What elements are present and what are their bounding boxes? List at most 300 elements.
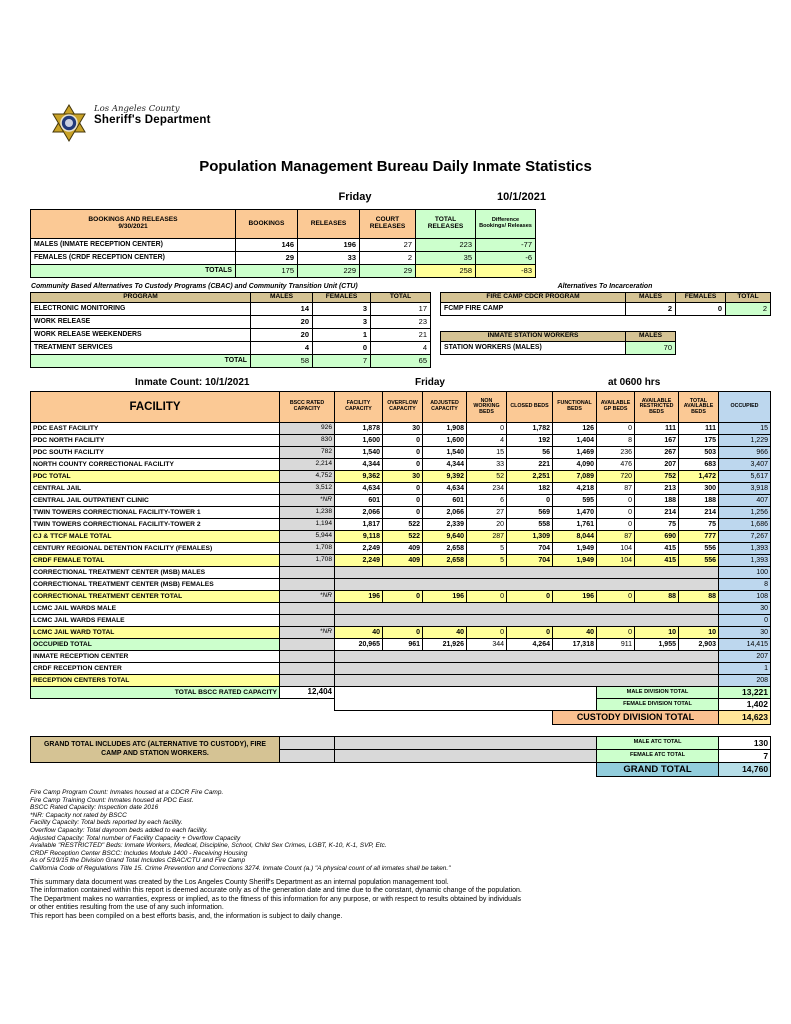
cell: 1,238 (280, 507, 335, 519)
footnote-line: California Code of Regulations Title 15. Crime Prevention and Corrections 3274. Inmate Count (a.) "A physical count of all inmates shall be taken." (30, 864, 451, 872)
cell: 40 (423, 627, 467, 639)
station-workers-row (441, 341, 676, 354)
cell: 0 (383, 447, 423, 459)
cell: 35 (416, 252, 476, 265)
cell: 0 (467, 423, 507, 435)
cell: 4,218 (553, 483, 597, 495)
cell: 188 (679, 495, 719, 507)
spacer-cell (335, 750, 597, 763)
col-header: FIRE CAMP CDCR PROGRAM (441, 293, 626, 303)
col-header: AVAILABLE GP BEDS (597, 392, 635, 423)
cell: 601 (335, 495, 383, 507)
spacer-cell (335, 687, 597, 711)
facility-row (31, 435, 771, 447)
spacer-cell (280, 750, 335, 763)
female-division-total-value: 1,402 (719, 699, 771, 711)
cell: 3,407 (719, 459, 771, 471)
cell: 1,229 (719, 435, 771, 447)
cell: 558 (507, 519, 553, 531)
inmate-count-time: at 0600 hrs (608, 377, 661, 388)
cell: 6 (467, 495, 507, 507)
cell: 1,540 (335, 447, 383, 459)
cell: 0 (467, 591, 507, 603)
cell: 2,249 (335, 555, 383, 567)
cell: LCMC JAIL WARDS FEMALE (31, 615, 280, 627)
cell: 830 (280, 435, 335, 447)
footnote-line: Available "RESTRICTED" Beds: Inmate Workers, Medical, Discipline, School, Child Sex Crimes, LGBT, K-10, K-1, SVP, Etc. (30, 842, 387, 850)
grand-total-label: GRAND TOTAL (597, 763, 719, 777)
cell: 192 (507, 435, 553, 447)
cell: 752 (635, 471, 679, 483)
cell: 0 (597, 519, 635, 531)
cell: 100 (719, 567, 771, 579)
col-header: TOTAL (726, 293, 771, 303)
cell: 30 (719, 603, 771, 615)
spacer-cell (280, 737, 335, 750)
spacer-cell (335, 737, 597, 750)
cell: LCMC JAIL WARD TOTAL (31, 627, 280, 639)
cell: 208 (719, 675, 771, 687)
cell: 88 (635, 591, 679, 603)
cell: 3 (313, 315, 371, 328)
cbac-table (30, 292, 431, 368)
cell: 4,344 (335, 459, 383, 471)
cell: 1,540 (423, 447, 467, 459)
cell: 0 (383, 627, 423, 639)
facility-row (31, 603, 771, 615)
cell (335, 567, 719, 579)
fire-camp-table (440, 292, 771, 316)
cell: LCMC JAIL WARDS MALE (31, 603, 280, 615)
footnote-line: Overflow Capacity: Total dayroom beds added to each facility. (30, 826, 208, 834)
cell: 29 (236, 252, 298, 265)
cell: 4,634 (423, 483, 467, 495)
cell: 111 (635, 423, 679, 435)
logo-department-text: Sheriff's Department (94, 114, 211, 126)
cell: 75 (635, 519, 679, 531)
footnote-line: Facility Capacity: Total beds reported by each facility. (30, 819, 183, 827)
col-header: TOTAL RELEASES (416, 210, 476, 239)
cell: CORRECTIONAL TREATMENT CENTER (MSB) FEMALES (31, 579, 280, 591)
col-header: FEMALES (676, 293, 726, 303)
cell: 234 (467, 483, 507, 495)
row-label: STATION WORKERS (MALES) (441, 341, 626, 354)
female-division-total-label: FEMALE DIVISION TOTAL (597, 699, 719, 711)
cell: 29 (360, 265, 416, 278)
cell: 9,392 (423, 471, 467, 483)
cell: 4,752 (280, 471, 335, 483)
facility-row (31, 531, 771, 543)
col-header: FACILITY CAPACITY (335, 392, 383, 423)
col-header: OVERFLOW CAPACITY (383, 392, 423, 423)
cell: 0 (383, 495, 423, 507)
male-atc-total-label: MALE ATC TOTAL (597, 737, 719, 750)
cell (280, 603, 335, 615)
cell: CJ & TTCF MALE TOTAL (31, 531, 280, 543)
facility-row (31, 447, 771, 459)
cell: 1,708 (280, 555, 335, 567)
cell: 0 (597, 591, 635, 603)
cell: 5,617 (719, 471, 771, 483)
cell: 126 (553, 423, 597, 435)
bookings-row (31, 239, 536, 252)
col-header: TOTAL (371, 293, 431, 303)
footnote-line: Adjusted Capacity: Total number of Facility Capacity + Overflow Capacity (30, 834, 241, 842)
row-label: WORK RELEASE WEEKENDERS (31, 328, 251, 341)
cell: 0 (597, 507, 635, 519)
col-header: FUNCTIONAL BEDS (553, 392, 597, 423)
station-workers-table (440, 331, 676, 355)
cell: 175 (679, 435, 719, 447)
cell: 58 (251, 354, 313, 367)
cell: 30 (719, 627, 771, 639)
cell: 27 (467, 507, 507, 519)
cell: 1,393 (719, 543, 771, 555)
facility-row (31, 471, 771, 483)
cell: CORRECTIONAL TREATMENT CENTER TOTAL (31, 591, 280, 603)
female-atc-total-value: 7 (719, 750, 771, 763)
cell: 1 (313, 328, 371, 341)
cell: 33 (467, 459, 507, 471)
female-atc-total-label: FEMALE ATC TOTAL (597, 750, 719, 763)
cell (280, 675, 335, 687)
cell: 221 (507, 459, 553, 471)
cbac-row (31, 315, 431, 328)
facility-row (31, 519, 771, 531)
facility-row (31, 483, 771, 495)
cell: 65 (371, 354, 431, 367)
cell: 75 (679, 519, 719, 531)
cell: 9,640 (423, 531, 467, 543)
inmate-count-label: Inmate Count: 10/1/2021 (135, 377, 250, 388)
facility-header-row (31, 392, 771, 423)
cell: 56 (507, 447, 553, 459)
col-header: OCCUPIED (719, 392, 771, 423)
cell: 0 (383, 507, 423, 519)
footnote-line: Fire Camp Program Count: Inmates housed at a CDCR Fire Camp. (30, 789, 224, 796)
cell: 4,634 (335, 483, 383, 495)
facility-table-bottom (31, 687, 771, 725)
male-atc-total-value: 130 (719, 737, 771, 750)
cell: 8 (597, 435, 635, 447)
footnotes (30, 789, 451, 873)
cell: 182 (507, 483, 553, 495)
cell: INMATE RECEPTION CENTER (31, 651, 280, 663)
custody-division-row (31, 711, 771, 725)
cell: *NR (280, 495, 335, 507)
cell: 5 (467, 555, 507, 567)
cell: 1,686 (719, 519, 771, 531)
cell: 27 (360, 239, 416, 252)
cell: TWIN TOWERS CORRECTIONAL FACILITY-TOWER 1 (31, 507, 280, 519)
sheriff-star-badge-icon (50, 104, 88, 149)
cell (280, 567, 335, 579)
cell (335, 651, 719, 663)
cell (335, 579, 719, 591)
cell: 196 (298, 239, 360, 252)
male-division-total-value: 13,221 (719, 687, 771, 699)
page-title: Population Management Bureau Daily Inmate Statistics (199, 158, 592, 175)
cell: 236 (597, 447, 635, 459)
cell: CRDF RECEPTION CENTER (31, 663, 280, 675)
cell: 2,903 (679, 639, 719, 651)
cell: 0 (507, 627, 553, 639)
row-label: TREATMENT SERVICES (31, 341, 251, 354)
col-header: MALES (251, 293, 313, 303)
cell: 683 (679, 459, 719, 471)
cell: 213 (635, 483, 679, 495)
male-division-total-label: MALE DIVISION TOTAL (597, 687, 719, 699)
cell: 409 (383, 555, 423, 567)
cell: 1,949 (553, 555, 597, 567)
cell: 1,878 (335, 423, 383, 435)
cell: 0 (507, 495, 553, 507)
cell: 12,404 (280, 687, 335, 699)
cell: 20,965 (335, 639, 383, 651)
cell: 2 (360, 252, 416, 265)
cell: 415 (635, 555, 679, 567)
cell: 70 (626, 341, 676, 354)
cell: CENTRAL JAIL (31, 483, 280, 495)
inmate-count-day: Friday (414, 377, 445, 388)
cell: 196 (553, 591, 597, 603)
cell: 104 (597, 555, 635, 567)
cell: -77 (476, 239, 536, 252)
cell: 1,600 (423, 435, 467, 447)
cell: 556 (679, 555, 719, 567)
cell: RECEPTION CENTERS TOTAL (31, 675, 280, 687)
bookings-totals-row (31, 265, 536, 278)
facility-row (31, 591, 771, 603)
cell: 4 (467, 435, 507, 447)
cell: 1,393 (719, 555, 771, 567)
total-bscc-row (31, 687, 771, 699)
cell (280, 615, 335, 627)
disclaimer (30, 879, 522, 921)
cell: 911 (597, 639, 635, 651)
cell: 1,470 (553, 507, 597, 519)
cell: 1,949 (553, 543, 597, 555)
cell: 214 (679, 507, 719, 519)
cell: 476 (597, 459, 635, 471)
cell: 20 (251, 328, 313, 341)
row-label: TOTAL BSCC RATED CAPACITY (31, 687, 280, 699)
cell: -83 (476, 265, 536, 278)
cell: 1,708 (280, 543, 335, 555)
row-label: MALES (INMATE RECEPTION CENTER) (31, 239, 236, 252)
cell: CENTURY REGIONAL DETENTION FACILITY (FEMALES) (31, 543, 280, 555)
cell: 20 (251, 315, 313, 328)
facility-statistics-table (30, 391, 771, 725)
cell: 196 (335, 591, 383, 603)
cell: 214 (635, 507, 679, 519)
cell: 1,309 (507, 531, 553, 543)
cell: 0 (676, 302, 726, 315)
cell: *NR (280, 591, 335, 603)
report-date: 10/1/2021 (497, 191, 546, 203)
disclaimer-line: This report has been compiled on a best efforts basis, and, the information is subject to daily change. (30, 912, 343, 920)
row-label: TOTAL (31, 354, 251, 367)
cell: 2 (626, 302, 676, 315)
cell: 9,362 (335, 471, 383, 483)
cell: 1,817 (335, 519, 383, 531)
fire-camp-row (441, 302, 771, 315)
col-header: COURT RELEASES (360, 210, 416, 239)
cell: 10 (679, 627, 719, 639)
cell (335, 615, 719, 627)
facility-row (31, 675, 771, 687)
cell: 267 (635, 447, 679, 459)
cell: 7,089 (553, 471, 597, 483)
logo-county-text: Los Angeles County (94, 104, 180, 114)
cell: 522 (383, 519, 423, 531)
footnote-line: *NR: Capacity not rated by BSCC (30, 811, 127, 819)
facility-row (31, 543, 771, 555)
cell: 21,926 (423, 639, 467, 651)
cell: 229 (298, 265, 360, 278)
facility-row (31, 567, 771, 579)
cell: 2,339 (423, 519, 467, 531)
bookings-header-row (31, 210, 536, 239)
cell: 407 (719, 495, 771, 507)
row-label: ELECTRONIC MONITORING (31, 302, 251, 315)
cell: 0 (313, 341, 371, 354)
cell: 17,318 (553, 639, 597, 651)
cell: 40 (553, 627, 597, 639)
cell: CRDF FEMALE TOTAL (31, 555, 280, 567)
disclaimer-line: This summary data document was created by the Los Angeles County Sheriff's Department as an internal population management tool. (30, 879, 449, 886)
row-label: WORK RELEASE (31, 315, 251, 328)
cell: CORRECTIONAL TREATMENT CENTER (MSB) MALES (31, 567, 280, 579)
grand-total-table (30, 736, 771, 777)
cell: 2,214 (280, 459, 335, 471)
cbac-row (31, 341, 431, 354)
cell: 8,044 (553, 531, 597, 543)
custody-division-total-value: 14,623 (719, 711, 771, 725)
spacer-cell (31, 699, 335, 711)
row-label: TOTALS (31, 265, 236, 278)
cell: 961 (383, 639, 423, 651)
bookings-row (31, 252, 536, 265)
cell: 30 (383, 471, 423, 483)
col-header: AVAILABLE RESTRICTED BEDS (635, 392, 679, 423)
facility-row (31, 459, 771, 471)
col-header: BOOKINGS (236, 210, 298, 239)
facility-table-body (31, 423, 771, 687)
cell: 111 (679, 423, 719, 435)
cell: OCCUPIED TOTAL (31, 639, 280, 651)
col-header: ADJUSTED CAPACITY (423, 392, 467, 423)
cell: 1,955 (635, 639, 679, 651)
row-label: FCMP FIRE CAMP (441, 302, 626, 315)
cell: 30 (383, 423, 423, 435)
agency-logo (50, 104, 211, 149)
spacer-cell (31, 763, 597, 777)
cell: 415 (635, 543, 679, 555)
cell: 21 (371, 328, 431, 341)
cell: 207 (719, 651, 771, 663)
cell: 10 (635, 627, 679, 639)
footnote-line: BSCC Rated Capacity: Inspection date 2016 (30, 804, 159, 812)
facility-row (31, 615, 771, 627)
cell: 3,512 (280, 483, 335, 495)
cell: 926 (280, 423, 335, 435)
cell: 595 (553, 495, 597, 507)
col-header: BSCC RATED CAPACITY (280, 392, 335, 423)
cell: 966 (719, 447, 771, 459)
cell: 0 (597, 495, 635, 507)
facility-row (31, 507, 771, 519)
cell: 175 (236, 265, 298, 278)
cell: 2 (726, 302, 771, 315)
cell: 9,118 (335, 531, 383, 543)
cell: 4 (251, 341, 313, 354)
cell: PDC EAST FACILITY (31, 423, 280, 435)
cell: 601 (423, 495, 467, 507)
cell: 8 (719, 579, 771, 591)
cell (335, 663, 719, 675)
cell: 1,472 (679, 471, 719, 483)
cell: 15 (467, 447, 507, 459)
cell: 40 (335, 627, 383, 639)
cell: CENTRAL JAIL OUTPATIENT CLINIC (31, 495, 280, 507)
facility-row (31, 579, 771, 591)
cell: 188 (635, 495, 679, 507)
cell: 1,469 (553, 447, 597, 459)
cell: 167 (635, 435, 679, 447)
cbac-section-title: Community Based Alternatives To Custody Programs (CBAC) and Community Transition Unit (CTU) (31, 283, 358, 290)
cell: 782 (280, 447, 335, 459)
cell: 17 (371, 302, 431, 315)
cell: *NR (280, 627, 335, 639)
cell: 5 (467, 543, 507, 555)
cell: 1,782 (507, 423, 553, 435)
cell: 569 (507, 507, 553, 519)
cell: 777 (679, 531, 719, 543)
cell: 4,090 (553, 459, 597, 471)
cell: 4 (371, 341, 431, 354)
cell: 2,066 (423, 507, 467, 519)
col-header: RELEASES (298, 210, 360, 239)
cell: 3,918 (719, 483, 771, 495)
col-header: INMATE STATION WORKERS (441, 332, 626, 342)
col-header: FACILITY (31, 392, 280, 423)
cell: 0 (383, 483, 423, 495)
footnote-line: As of 5/19/15 the Division Grand Total Includes CBAC/CTU and Fire Camp (30, 857, 246, 865)
cell: 0 (507, 591, 553, 603)
alternatives-section-title: Alternatives To Incarceration (557, 283, 653, 290)
cell: 14 (251, 302, 313, 315)
cbac-row (31, 302, 431, 315)
cell: -6 (476, 252, 536, 265)
cell: 1,761 (553, 519, 597, 531)
cell: 33 (298, 252, 360, 265)
col-header: Difference Bookings/ Releases (476, 210, 536, 239)
cell: 1 (719, 663, 771, 675)
col-header: NON WORKING BEDS (467, 392, 507, 423)
footnote-line: Fire Camp Training Count: Inmates housed at PDC East. (30, 796, 194, 804)
cell: 5,944 (280, 531, 335, 543)
disclaimer-line: The Department makes no warranties, express or implied, as to the fitness of this information for any purpose, or with respect to results obtained by individuals (30, 895, 522, 903)
cell (335, 675, 719, 687)
col-header: MALES (626, 293, 676, 303)
cell: 1,404 (553, 435, 597, 447)
cell: 720 (597, 471, 635, 483)
grand-total-value: 14,760 (719, 763, 771, 777)
cell: 7 (313, 354, 371, 367)
cell: NORTH COUNTY CORRECTIONAL FACILITY (31, 459, 280, 471)
col-header: TOTAL AVAILABLE BEDS (679, 392, 719, 423)
